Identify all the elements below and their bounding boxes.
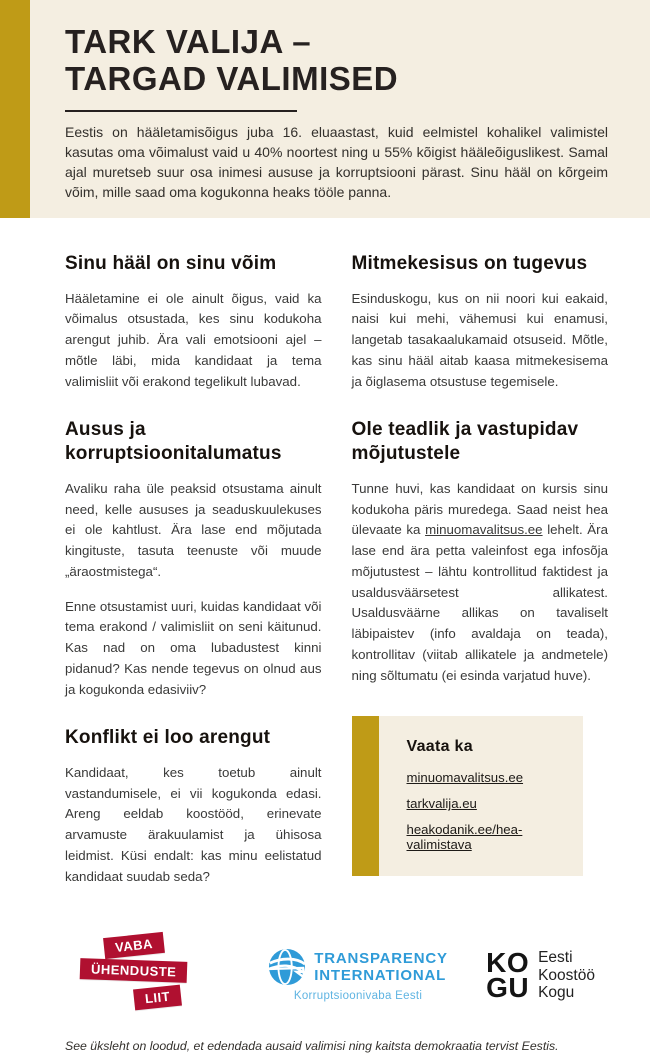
kogu-wordmark-line3: Kogu bbox=[538, 984, 575, 1002]
right-column bbox=[352, 252, 609, 913]
see-also-content bbox=[379, 716, 584, 876]
vaba-uhenduste-liit-logo bbox=[70, 932, 230, 1018]
minuomavalitsus-inline-link[interactable]: minuomavalitsus.ee bbox=[425, 522, 543, 538]
section-honesty bbox=[65, 418, 322, 700]
header-gold-bar bbox=[0, 0, 30, 218]
transparency-logo-top bbox=[268, 948, 448, 986]
link-minuomavalitsus[interactable]: minuomavalitsus.ee bbox=[406, 770, 524, 786]
see-also-heading: Vaata ka bbox=[406, 738, 473, 756]
link-tarkvalija[interactable]: tarkvalija.eu bbox=[406, 796, 477, 812]
title-underline-rule bbox=[65, 110, 297, 112]
section-influence bbox=[352, 418, 609, 686]
see-also-box bbox=[352, 716, 584, 876]
header-band bbox=[0, 0, 650, 218]
section-heading: Konflikt ei loo arengut bbox=[65, 727, 271, 749]
transparency-logo-name bbox=[314, 950, 448, 985]
section-body-text: Tunne huvi, kas kandidaat on kursis sinu kodukoha päris muredega. Saad neist hea ülevaate ka bbox=[351, 480, 608, 538]
section-body: Esinduskogu, kus on nii noori kui eakaid, naisi kui mehi, vähemusi kui enamusi, langetab tasakaalukamaid otsuseid. Mõtle, kas sinu hääl aitab kaasa mitmekesisema ja õiglasema otsustuse tegemisele. bbox=[351, 290, 608, 389]
left-column bbox=[65, 252, 322, 913]
section-body: Avaliku raha üle peaksid otsustama ainult need, kelle aususes ja seaduskuulekuses ei ole kahtlust. Ära lase end mõjutada kingituste, tasuta teenuste või muude „äraostmistega“. bbox=[65, 480, 322, 579]
kogu-wordmark-line1: Eesti bbox=[538, 949, 573, 967]
section-heading: Ole teadlik ja vastupidav mõjutustele bbox=[351, 419, 579, 465]
ribbon-banner: VABA bbox=[103, 932, 165, 959]
page-title-line1: TARK VALIJA – bbox=[65, 23, 312, 60]
page-title bbox=[65, 24, 608, 98]
transparency-logo-subtitle: Korruptsioonivaba Eesti bbox=[293, 990, 423, 1003]
footer-note: See üksleht on loodud, et edendada ausaid valimisi ning kaitsta demokraatia tervist Eestis. bbox=[65, 1039, 559, 1053]
transparency-logo-line2: INTERNATIONAL bbox=[314, 967, 447, 985]
transparency-international-logo bbox=[268, 948, 448, 1002]
main-content bbox=[0, 218, 650, 913]
ribbon-banner: ÜHENDUSTE bbox=[80, 959, 188, 984]
eesti-koostoo-kogu-logo bbox=[486, 946, 595, 1004]
section-conflict bbox=[65, 726, 322, 887]
section-body: Enne otsustamist uuri, kuidas kandidaat või tema erakond / valimisliit on seni käitunud. Kas nad on oma lubadustest kinni pidanud? Kas nende tegevus on olnud aus ja kogukonda edasiviiv? bbox=[65, 598, 322, 697]
kogu-wordmark-line2: Koostöö bbox=[538, 966, 595, 984]
transparency-globe-icon bbox=[268, 948, 306, 986]
kogu-monogram-line2: GU bbox=[486, 972, 530, 1004]
section-heading: Sinu hääl on sinu võim bbox=[65, 252, 277, 274]
transparency-logo-line1: TRANSPARENCY bbox=[314, 950, 448, 968]
ribbon-banner: LIIT bbox=[133, 985, 182, 1011]
intro-paragraph: Eestis on hääletamisõigus juba 16. eluaastast, kuid eelmistel kohalikel valimistel kasutas oma võimalust vaid u 40% noortest ning u 55% kõigist hääleõiguslikest. Samal ajal muretseb suur osa inimesi aususe ja korruptsiooni pärast. Sinu hääl on kõrgeim võim, mille saad oma kogukonna heaks tööle panna. bbox=[65, 123, 608, 200]
section-body: Hääletamine ei ole ainult õigus, vaid ka võimalus otsustada, kes sinu kodukoha arengut juhib. Ära vali emotsiooni ajel – mõtle läbi, mida kandidaat ja tema valimisliit või erakond tegelikult lubavad. bbox=[65, 290, 322, 389]
page-title-line2: TARGAD VALIMISED bbox=[65, 59, 399, 97]
see-also-gold-bar bbox=[352, 716, 379, 876]
link-heakodanik[interactable]: heakodanik.ee/hea-valimistava bbox=[406, 822, 523, 853]
section-heading: Mitmekesisus on tugevus bbox=[351, 252, 588, 274]
section-diversity bbox=[352, 252, 609, 392]
partner-logos-row bbox=[0, 913, 650, 1023]
section-body: Kandidaat, kes toetub ainult vastandumisele, ei vii kogukonda edasi. Areng eeldab koostööd, erinevate arvamuste ärakuulamist ja ühisosa leidmist. Küsi endalt: kas minu eelistatud kandidaat suudab seda? bbox=[65, 764, 322, 884]
kogu-wordmark bbox=[538, 949, 595, 1001]
section-body bbox=[352, 479, 609, 686]
section-body-text: lehelt. Ära lase end ära petta valeinfost ega infosõja mõjutustest – lähtu kontrollitud faktidest ja usaldusväärsetest allikatest. Usaldusväärne allikas on tavaliselt läbipaistev (info avaldaja on teada), kontrollitav (viitab allikatele ja andmetele) ning sõltumatu (ei esinda varjatud huve). bbox=[351, 522, 608, 683]
section-your-voice bbox=[65, 252, 322, 392]
kogu-monogram-line1: KO bbox=[486, 946, 530, 978]
kogu-monogram bbox=[486, 946, 530, 1004]
section-heading: Ausus ja korruptsioonitalumatus bbox=[65, 419, 282, 465]
